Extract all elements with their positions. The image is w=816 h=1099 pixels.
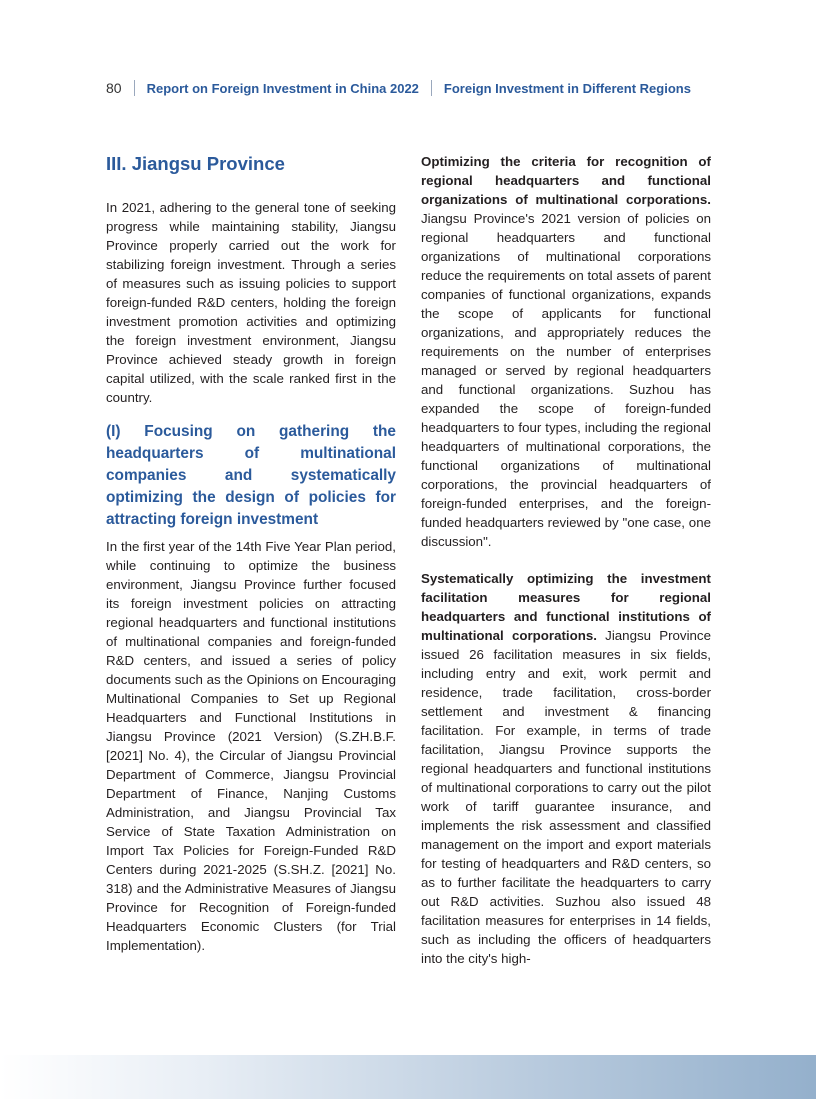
intro-paragraph: In 2021, adhering to the general tone of seeking progress while maintaining stability, Jiangsu Province properly carried out the work for stabilizing foreign investment. Through a series of measures such as issuing policies to support foreign-funded R&D centers, holding the foreign investment promotion activities and optimizing the foreign investment environment, Jiangsu Province achieved steady growth in foreign capital utilized, with the scale ranked first in the country. — [106, 200, 396, 405]
paragraph-text: Jiangsu Province issued 26 facilitation measures in six fields, including entry and exit, work permit and residence, trade facilitation, cross-border settlement and investment & financing facilitation. For example, in terms of trade facilitation, Jiangsu Province supports the regional headquarters and functional institutions of multinational corporations to carry out the pilot work of tariff guarantee insurance, and implements the risk assessment and classified management on the import and export materials for testing of headquarters and R&D centers, so as to further facilitate the headquarters to carry out R&D activities. Suzhou also issued 48 facilitation measures for enterprises in 14 fields, such as including the officers of headquarters into the city's high- — [421, 628, 711, 966]
footer-gradient-band — [0, 1055, 816, 1099]
chapter-title: Foreign Investment in Different Regions — [443, 80, 691, 96]
body-paragraph: In the first year of the 14th Five Year Plan period, while continuing to optimize the business environment, Jiangsu Province further focused its foreign investment policies on attracting regional headquarters and functional institutions of multinational companies and foreign-funded R&D centers, and issued a series of policy documents such as the Opinions on Encouraging Multinational Companies to Set up Regional Headquarters and Functional Institutions in Jiangsu Province (2021 Version) (S.ZH.B.F.[2021] No. 4), the Circular of Jiangsu Provincial Department of Commerce, Jiangsu Provincial Department of Finance, Nanjing Customs Administration, and Jiangsu Provincial Tax Service of State Taxation Administration on Import Tax Policies for Foreign-Funded R&D Centers during 2021-2025 (S.SH.Z. [2021] No. 318) and the Administrative Measures of Jiangsu Province for Recognition of Foreign-funded Headquarters Economic Clusters (for Trial Implementation). — [106, 539, 396, 953]
header-divider — [431, 80, 432, 96]
right-column — [421, 152, 711, 968]
subsection-heading: (I) Focusing on gathering the headquarters of multinational companies and systematically optimizing the design of policies for attracting foreign investment — [106, 423, 396, 528]
running-header — [106, 78, 716, 98]
paragraph-recognition-criteria — [421, 152, 711, 551]
paragraph-lead: Systematically optimizing the investment facilitation measures for regional headquarters and functional institutions of multinational corporations. — [421, 571, 711, 643]
paragraph-facilitation-measures — [421, 569, 711, 968]
left-column — [106, 150, 396, 955]
paragraph-text: Jiangsu Province's 2021 version of policies on regional headquarters and functional organizations of multinational corporations reduce the requirements on total assets of parent companies of functional organizations, expands the scope of applicants for functional organizations, and appropriately reduces the requirements on the number of enterprises managed or served by regional headquarters and functional organizations. Suzhou has expanded the scope of foreign-funded headquarters to four types, including the regional headquarters of multinational corporations, the functional organizations of multinational corporations, the provincial headquarters of foreign-funded enterprises, and the foreign-funded headquarters reviewed by "one case, one discussion". — [421, 211, 711, 549]
section-title: III. Jiangsu Province — [106, 153, 285, 174]
page-number: 80 — [106, 80, 122, 96]
paragraph-lead: Optimizing the criteria for recognition of regional headquarters and functional organizations of multinational corporations. — [421, 154, 711, 207]
book-title: Report on Foreign Investment in China 2022 — [146, 80, 419, 96]
header-divider — [134, 80, 135, 96]
